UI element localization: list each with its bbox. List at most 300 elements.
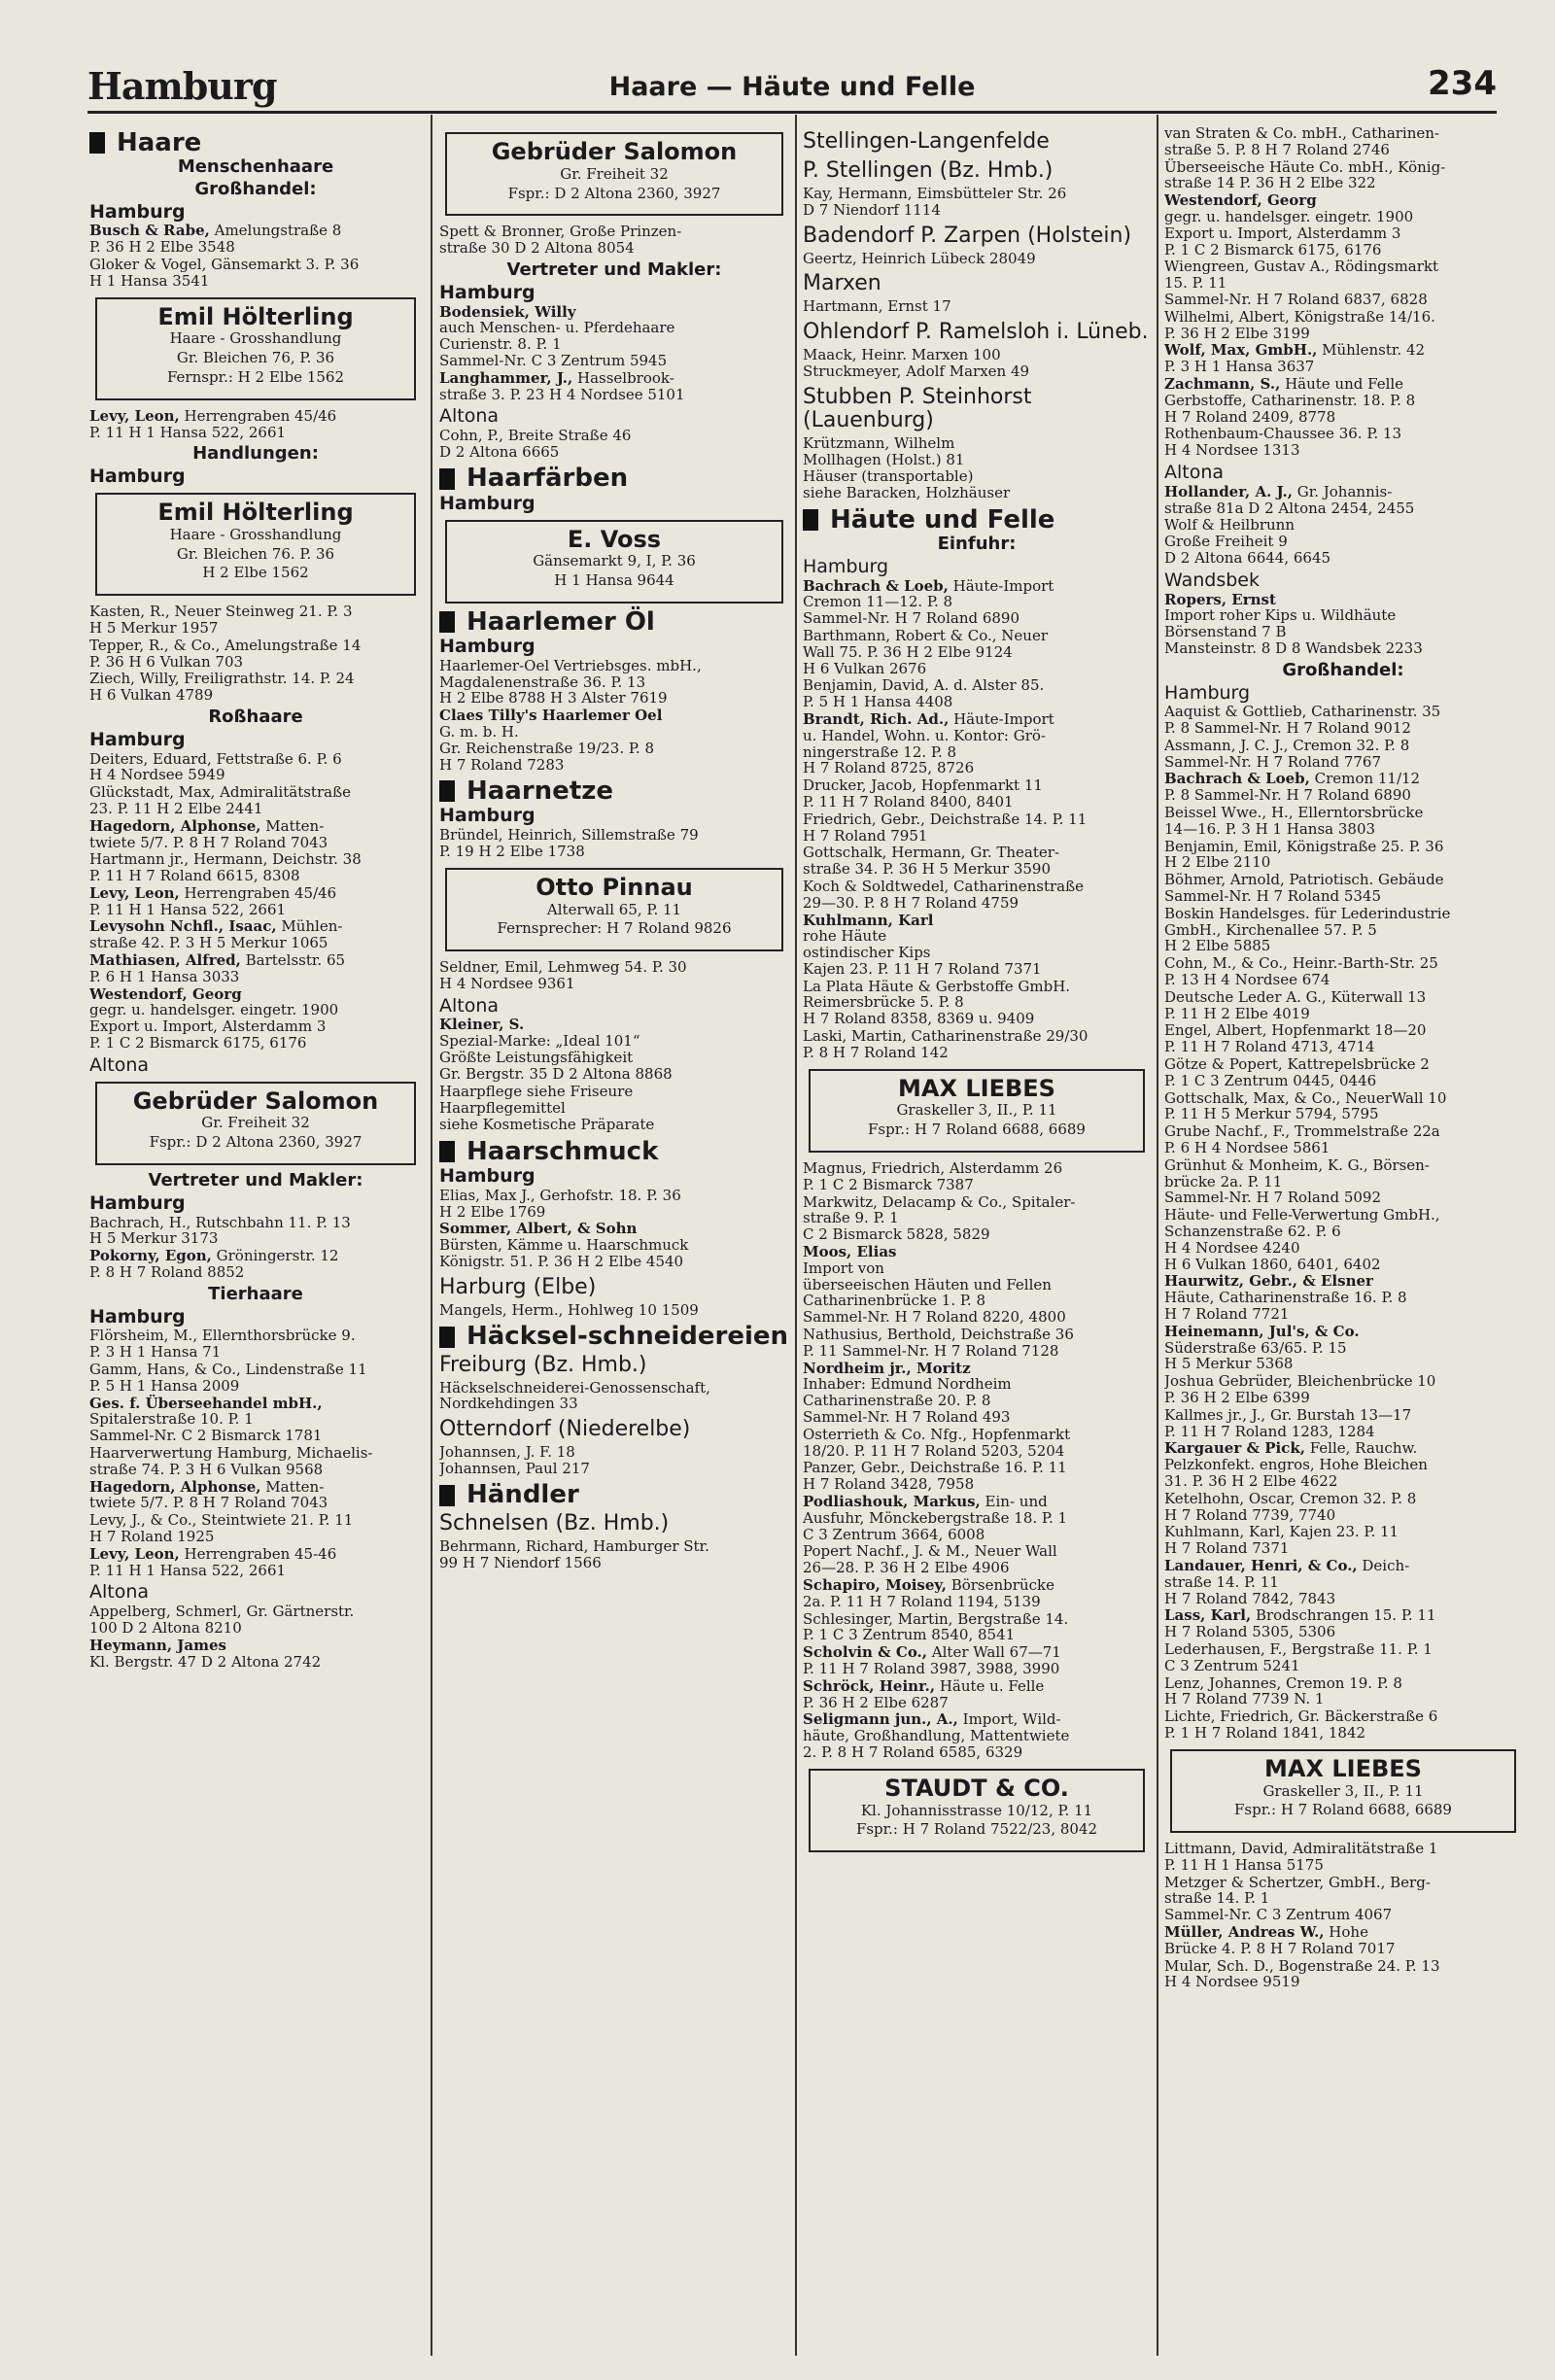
entry-line: Curienstr. 8. P. 1 [439, 335, 562, 354]
entry-first-line [439, 428, 789, 444]
entry-text: Alter Wall 67—71 [927, 1643, 1061, 1662]
entry-text: Flörsheim, M., Ellernthorsbrücke 9. [89, 1327, 356, 1345]
entry-text: Levy, J., & Co., Steintwiete 21. P. 11 [89, 1511, 354, 1530]
entry-first-line [1164, 1524, 1522, 1540]
entry-first-line [1164, 1641, 1522, 1658]
entry-first-line [1164, 1440, 1522, 1457]
entry-text: Hasselbrook- [572, 368, 674, 387]
directory-entry [803, 811, 1151, 845]
entry-line: H 7 Roland 8725, 8726 [803, 759, 975, 777]
entry-line: Catharinenbrücke 1. P. 8 [803, 1292, 985, 1310]
directory-entry [803, 186, 1151, 219]
directory-entry [803, 1644, 1151, 1677]
directory-entry [89, 918, 422, 951]
entry-text: Wilhelmi, Albert, Königstraße 14/16. [1164, 307, 1435, 326]
entry-text: Krützmann, Wilhelm [803, 433, 955, 452]
directory-entry [89, 1362, 422, 1395]
entry-name: Ropers, Ernst [1164, 590, 1276, 608]
entry-line: P. 11 H 7 Roland 6615, 8308 [89, 867, 300, 885]
header-category: Haare — Häute und Felle [608, 72, 976, 102]
entry-line: P. 6 H 1 Hansa 3033 [89, 967, 240, 985]
directory-entry [89, 986, 422, 1052]
entry-first-line [89, 604, 422, 620]
entry-text: Matten- [260, 1477, 325, 1496]
directory-entry [89, 1546, 422, 1579]
entry-first-line [1164, 517, 1522, 534]
entry-name: Ges. f. Überseehandel mbH., [89, 1394, 323, 1412]
entry-text: Herrengraben 45-46 [179, 1544, 337, 1563]
subheading: Handlungen: [192, 443, 319, 465]
entry-first-line [89, 751, 422, 768]
entry-line: H 7 Roland 5305, 5306 [1164, 1623, 1336, 1641]
directory-entry [1164, 738, 1522, 771]
directory-entry [803, 1327, 1151, 1360]
directory-entry [89, 1479, 422, 1512]
section-title: Häcksel-schneidereien [466, 1322, 789, 1352]
entry-text: Gamm, Hans, & Co., Lindenstraße 11 [89, 1361, 367, 1379]
entry-text: Kuhlmann, Karl, Kajen 23. P. 11 [1164, 1523, 1400, 1541]
entry-text: Häute- und Felle-Verwertung GmbH., [1164, 1206, 1440, 1224]
entry-first-line [803, 1244, 1151, 1260]
entry-text: Benjamin, Emil, Königstraße 25. P. 36 [1164, 837, 1444, 855]
entry-first-line [1164, 259, 1522, 275]
entry-line: überseeischen Häuten und Fellen [803, 1275, 1052, 1293]
entry-first-line [89, 885, 422, 902]
city-heading: Hamburg [89, 1305, 186, 1328]
advert-name: E. Voss [567, 525, 662, 553]
entry-line: Gr. Bergstr. 35 D 2 Altona 8868 [439, 1064, 673, 1083]
entry-first-line [803, 677, 1151, 694]
entry-line: P. 8 Sammel-Nr. H 7 Roland 6890 [1164, 786, 1411, 805]
entry-name: Heymann, James [89, 1636, 226, 1654]
entry-first-line [1164, 1407, 1522, 1424]
entry-first-line [89, 408, 422, 425]
entry-line: häute, Großhandlung, Mattentwiete [803, 1727, 1070, 1745]
section-square-icon [439, 1327, 455, 1348]
entry-text: Felle, Rauchw. [1304, 1439, 1418, 1458]
entry-first-line [1164, 1491, 1522, 1507]
directory-entry [1164, 906, 1522, 954]
entry-line: Gr. Reichenstraße 19/23. P. 8 [439, 739, 655, 757]
entry-text: Boskin Handelsges. für Lederindustrie [1164, 904, 1451, 922]
directory-entry [89, 1445, 422, 1478]
entry-text: Kallmes jr., J., Gr. Burstah 13—17 [1164, 1405, 1412, 1424]
entry-first-line [1164, 805, 1522, 821]
entry-line: Mansteinstr. 8 D 8 Wandsbek 2233 [1164, 638, 1423, 657]
entry-line: 29—30. P. 8 H 7 Roland 4759 [803, 893, 1019, 912]
city-heading: Hamburg [439, 281, 536, 303]
entry-first-line [1164, 376, 1522, 393]
entry-text: Appelberg, Schmerl, Gr. Gärtnerstr. [89, 1603, 355, 1621]
entry-line: H 2 Elbe 1769 [439, 1202, 546, 1221]
entry-name: Wolf, Max, GmbH., [1164, 341, 1318, 360]
entry-text: Benjamin, David, A. d. Alster 85. [803, 676, 1045, 695]
directory-entry [803, 1361, 1151, 1426]
directory-entry [89, 638, 422, 671]
directory-entry [439, 1221, 789, 1269]
entry-line: H 7 Roland 8358, 8369 u. 9409 [803, 1010, 1035, 1028]
entry-name: Hollander, A. J., [1164, 482, 1293, 500]
entry-name: Bachrach & Loeb, [803, 576, 949, 595]
directory-entry [1164, 771, 1522, 804]
advert-line: Fspr.: D 2 Altona 2360, 3927 [507, 184, 721, 202]
entry-text: Popert Nachf., J. & M., Neuer Wall [803, 1542, 1057, 1561]
city-heading: Hamburg [439, 635, 536, 657]
directory-entry [1164, 517, 1522, 566]
advert-line: Alterwall 65, P. 11 [546, 900, 682, 918]
entry-first-line [803, 711, 1151, 728]
place-heading: Harburg (Elbe) [439, 1274, 597, 1299]
entry-first-line [803, 979, 1151, 995]
directory-entry [89, 751, 422, 784]
entry-first-line [1164, 1157, 1522, 1174]
entry-line: P. 13 H 4 Nordsee 674 [1164, 971, 1330, 989]
entry-line: H 5 Merkur 5368 [1164, 1355, 1294, 1373]
advert-line: Gr. Freiheit 32 [560, 164, 669, 183]
directory-entry [89, 1604, 422, 1637]
entry-line: brücke 2a. P. 11 [1164, 1172, 1283, 1190]
entry-line: 14—16. P. 3 H 1 Hansa 3803 [1164, 819, 1376, 838]
entry-line: Export u. Import, Alsterdamm 3 [1164, 224, 1401, 242]
entry-line: Catharinenstraße 20. P. 8 [803, 1392, 991, 1410]
entry-text: Beissel Wwe., H., Ellerntorsbrücke [1164, 804, 1424, 822]
entry-line: P. 19 H 2 Elbe 1738 [439, 842, 585, 860]
entry-first-line [803, 1194, 1151, 1211]
entry-line: P. 11 H 2 Elbe 4019 [1164, 1004, 1310, 1022]
entry-first-line [1164, 1708, 1522, 1725]
entry-line: Königstr. 51. P. 36 H 2 Elbe 4540 [439, 1253, 684, 1271]
section-heading [89, 127, 422, 157]
entry-text: Haarlemer-Oel Vertriebsges. mbH., [439, 656, 702, 674]
section-heading [803, 504, 1151, 535]
entry-first-line [803, 777, 1151, 794]
entry-first-line [803, 845, 1151, 861]
entry-first-line [89, 986, 422, 1003]
city-heading: Wandsbek [1164, 569, 1260, 591]
entry-line: P. 11 H 7 Roland 3987, 3988, 3990 [803, 1659, 1060, 1677]
directory-entry [803, 711, 1151, 776]
directory-entry [803, 777, 1151, 811]
advert-line: Fspr.: H 7 Roland 7522/23, 8042 [855, 1820, 1098, 1839]
advert-line: Graskeller 3, II., P. 11 [1262, 1781, 1424, 1800]
city-heading: Hamburg [439, 1165, 536, 1188]
entry-first-line [803, 251, 1151, 267]
place-heading: Stellingen-Langenfelde [803, 129, 1050, 154]
subheading: Großhandel: [1282, 659, 1404, 680]
entry-name: Kargauer & Pick, [1164, 1439, 1305, 1458]
directory-entry [89, 952, 422, 985]
directory-entry [1164, 1157, 1522, 1206]
entry-first-line [1164, 592, 1522, 608]
entry-text: Elias, Max J., Gerhofstr. 18. P. 36 [439, 1186, 681, 1204]
entry-line: H 7 Roland 7739, 7740 [1164, 1505, 1336, 1524]
section-heading [439, 1322, 789, 1352]
entry-first-line [1164, 1875, 1522, 1891]
advert-box [809, 1769, 1145, 1852]
directory-entry [439, 1380, 789, 1413]
directory-entry [439, 1302, 789, 1319]
entry-first-line [1164, 1123, 1522, 1140]
entry-line: u. Handel, Wohn. u. Kontor: Grö- [803, 726, 1046, 744]
entry-text: Gottschalk, Hermann, Gr. Theater- [803, 844, 1060, 862]
entry-first-line [89, 1604, 422, 1620]
directory-entry [89, 1512, 422, 1545]
entry-line: straße 14 P. 36 H 2 Elbe 322 [1164, 174, 1376, 192]
entry-line: H 7 Roland 7739 N. 1 [1164, 1690, 1325, 1708]
directory-entry [439, 1538, 789, 1571]
entry-first-line [803, 578, 1151, 595]
entry-first-line [89, 1512, 422, 1529]
entry-first-line [1164, 839, 1522, 855]
entry-first-line [1164, 1273, 1522, 1290]
advert-line: Fspr.: H 7 Roland 6688, 6689 [868, 1121, 1086, 1139]
entry-text: Markwitz, Delacamp & Co., Spitaler- [803, 1192, 1076, 1211]
entry-text: Haarpflege siehe Friseure [439, 1082, 634, 1100]
entry-first-line [1164, 1373, 1522, 1390]
directory-entry [1164, 1273, 1522, 1322]
entry-name: Zachmann, S., [1164, 374, 1281, 393]
entry-first-line [439, 1017, 789, 1033]
column-2 [439, 124, 789, 2361]
city-heading: Hamburg [89, 1191, 186, 1214]
entry-name: Brandt, Rich. Ad., [803, 709, 950, 728]
entry-name: Busch & Rabe, [89, 222, 210, 240]
entry-line: straße 5. P. 8 H 7 Roland 2746 [1164, 140, 1390, 158]
entry-line: straße 3. P. 23 H 4 Nordsee 5101 [439, 385, 685, 403]
entry-line: Ausfuhr, Mönckebergstraße 18. P. 1 [803, 1508, 1068, 1527]
entry-text: Götze & Popert, Kattrepelsbrücke 2 [1164, 1055, 1430, 1074]
entry-line: C 3 Zentrum 5241 [1164, 1656, 1300, 1674]
column-1 [89, 124, 422, 2361]
entry-first-line [1164, 738, 1522, 754]
entry-text: Grube Nachf., F., Trommelstraße 22a [1164, 1122, 1440, 1141]
entry-line: straße 34. P. 36 H 5 Merkur 3590 [803, 860, 1051, 879]
entry-first-line [89, 1479, 422, 1496]
entry-line: H 7 Roland 1925 [89, 1527, 215, 1545]
entry-text: La Plata Häute & Gerbstoffe GmbH. [803, 977, 1071, 995]
entry-text: Cremon 11/12 [1309, 770, 1421, 788]
entry-line: P. 5 H 1 Hansa 2009 [89, 1376, 240, 1395]
entry-name: Bodensiek, Willy [439, 302, 576, 321]
directory-entry [803, 845, 1151, 878]
entry-line: straße 30 D 2 Altona 8054 [439, 239, 635, 258]
entry-first-line [439, 707, 789, 724]
entry-line: H 5 Merkur 3173 [89, 1229, 219, 1248]
directory-entry [1164, 1607, 1522, 1640]
place-heading: Marxen [803, 271, 881, 296]
entry-first-line [1164, 159, 1522, 176]
directory-entry [1164, 1207, 1522, 1272]
entry-first-line [803, 1427, 1151, 1443]
column-4 [1164, 124, 1522, 2361]
entry-line: Sammel-Nr. H 7 Roland 6837, 6828 [1164, 290, 1428, 308]
entry-line: Struckmeyer, Adolf Marxen 49 [803, 362, 1030, 380]
entry-line: G. m. b. H. [439, 722, 519, 741]
entry-line: H 6 Vulkan 4789 [89, 686, 214, 705]
section-square-icon [439, 1141, 455, 1162]
directory-entry [803, 1160, 1151, 1193]
directory-entry [1164, 1373, 1522, 1406]
entry-text: Grünhut & Monheim, K. G., Börsen- [1164, 1156, 1430, 1174]
directory-entry [439, 1017, 789, 1082]
entry-text: Tepper, R., & Co., Amelungstraße 14 [89, 636, 362, 654]
entry-line: 26—28. P. 36 H 2 Elbe 4906 [803, 1559, 1010, 1577]
header-rule [87, 111, 1497, 114]
entry-line: Süderstraße 63/65. P. 15 [1164, 1338, 1347, 1357]
entry-first-line [439, 1380, 789, 1397]
section-title: Haarfärben [466, 464, 629, 494]
entry-line: H 7 Roland 7371 [1164, 1539, 1290, 1558]
entry-line: H 5 Merkur 1957 [89, 618, 219, 637]
directory-entry [803, 913, 1151, 978]
entry-name: Mathiasen, Alfred, [89, 951, 241, 970]
entry-first-line [1164, 125, 1522, 142]
entry-line: P. 11 H 5 Merkur 5794, 5795 [1164, 1105, 1379, 1123]
directory-entry [1164, 426, 1522, 459]
entry-first-line [1164, 1675, 1522, 1692]
entry-first-line [803, 1711, 1151, 1728]
entry-line: P. 11 H 7 Roland 4713, 4714 [1164, 1038, 1375, 1056]
entry-line: P. 11 H 1 Hansa 522, 2661 [89, 900, 287, 918]
entry-name: Bachrach & Loeb, [1164, 770, 1310, 788]
place-heading: Freiburg (Bz. Hmb.) [439, 1352, 647, 1377]
section-square-icon [89, 132, 105, 154]
entry-first-line [1164, 771, 1522, 787]
entry-text: Deutsche Leder A. G., Küterwall 13 [1164, 987, 1427, 1006]
directory-entry [439, 959, 789, 992]
section-title: Händler [466, 1480, 579, 1510]
place-heading: Ohlendorf P. Ramelsloh i. Lüneb. [803, 320, 1149, 345]
entry-line: D 7 Niendorf 1114 [803, 200, 941, 219]
entry-line: Börsenstand 7 B [1164, 623, 1287, 641]
entry-first-line [439, 959, 789, 976]
directory-entry [803, 1494, 1151, 1542]
entry-line: Sammel-Nr. H 7 Roland 493 [803, 1408, 1011, 1427]
entry-line: H 7 Roland 7951 [803, 826, 928, 845]
entry-first-line [803, 1028, 1151, 1045]
entry-line: P. 3 H 1 Hansa 3637 [1164, 358, 1315, 376]
entry-first-line [1164, 955, 1522, 972]
entry-first-line [803, 1611, 1151, 1628]
entry-line: Sammel-Nr. H 7 Roland 5092 [1164, 1189, 1382, 1207]
directory-entry [1164, 1022, 1522, 1055]
entry-text: Import, Wild- [957, 1710, 1061, 1729]
entry-name: Schapiro, Moisey, [803, 1575, 947, 1594]
advert-box [1170, 1749, 1516, 1833]
entry-name: Westendorf, Georg [89, 984, 242, 1003]
entry-line: P. 36 H 2 Elbe 6399 [1164, 1388, 1310, 1406]
entry-text: Kasten, R., Neuer Steinweg 21. P. 3 [89, 603, 353, 621]
directory-entry [1164, 1491, 1522, 1524]
directory-entry [803, 1678, 1151, 1711]
entry-name: Sommer, Albert, & Sohn [439, 1220, 638, 1238]
entry-text: Hartmann, Ernst 17 [803, 297, 951, 316]
entry-text: Mangels, Herm., Hohlweg 10 1509 [439, 1300, 699, 1319]
advert-box [445, 132, 783, 216]
entry-line: auch Menschen- u. Pferdehaare [439, 319, 675, 337]
entry-text: Amelungstraße 8 [209, 222, 342, 240]
advert-box [95, 297, 416, 400]
directory-entry [803, 628, 1151, 676]
directory-entry [89, 818, 422, 851]
directory-entry [1164, 839, 1522, 872]
subheading: Einfuhr: [937, 533, 1017, 554]
entry-first-line [803, 298, 1151, 315]
entry-first-line [89, 1362, 422, 1378]
entry-text: Bründel, Heinrich, Sillemstraße 79 [439, 826, 699, 845]
city-heading: Altona [89, 1581, 150, 1604]
place-heading: Otterndorf (Niederelbe) [439, 1417, 691, 1442]
entry-first-line [89, 1445, 422, 1462]
section-title: Haarlemer Öl [466, 606, 655, 637]
directory-entry [1164, 872, 1522, 905]
directory-entry [1164, 1407, 1522, 1440]
entry-text: Maack, Heinr. Marxen 100 [803, 346, 1001, 364]
directory-entry [803, 677, 1151, 710]
directory-entry [439, 1188, 789, 1221]
entry-first-line [803, 811, 1151, 828]
directory-entry [803, 435, 1151, 468]
entry-first-line [803, 628, 1151, 644]
entry-first-line [439, 1084, 789, 1100]
directory-entry [89, 1215, 422, 1248]
directory-entry [89, 851, 422, 884]
entry-text: Mular, Sch. D., Bogenstraße 24. P. 13 [1164, 1956, 1440, 1975]
directory-entry [89, 257, 422, 290]
entry-line: twiete 5/7. P. 8 H 7 Roland 7043 [89, 1494, 328, 1512]
entry-line: Brücke 4. P. 8 H 7 Roland 7017 [1164, 1939, 1396, 1957]
directory-entry [89, 408, 422, 441]
entry-first-line [1164, 1056, 1522, 1073]
entry-first-line [1164, 309, 1522, 326]
directory-entry [439, 304, 789, 369]
directory-entry [1164, 1090, 1522, 1123]
advert-box [95, 1082, 416, 1165]
entry-line: P. 11 H 1 Hansa 522, 2661 [89, 1561, 287, 1579]
entry-first-line [1164, 484, 1522, 500]
entry-text: Wiengreen, Gustav A., Rödingsmarkt [1164, 258, 1439, 276]
directory-entry [1164, 592, 1522, 657]
directory-entry [803, 1611, 1151, 1644]
entry-line: Reimersbrücke 5. P. 8 [803, 993, 964, 1012]
entry-line: Cremon 11—12. P. 8 [803, 593, 953, 611]
entry-first-line [89, 1248, 422, 1264]
entry-text: Schlesinger, Martin, Bergstraße 14. [803, 1609, 1069, 1628]
entry-line: H 2 Elbe 5885 [1164, 937, 1271, 955]
entry-first-line [803, 913, 1151, 929]
entry-line: straße 14. P. 11 [1164, 1572, 1279, 1591]
entry-line: H 1 Hansa 3541 [89, 271, 210, 290]
directory-entry [803, 1543, 1151, 1576]
entry-text: Überseeische Häute Co. mbH., König- [1164, 157, 1446, 176]
subheading: Tierhaare [208, 1283, 303, 1304]
column-divider [431, 115, 432, 2356]
entry-line: H 7 Roland 2409, 8778 [1164, 407, 1336, 426]
city-heading: Hamburg [89, 200, 186, 223]
entry-line: C 3 Zentrum 3664, 6008 [803, 1525, 985, 1543]
entry-first-line [803, 435, 1151, 452]
entry-line: 23. P. 11 H 2 Elbe 2441 [89, 799, 263, 817]
entry-first-line [439, 1221, 789, 1237]
entry-first-line [803, 1644, 1151, 1661]
entry-line: Häute, Catharinenstraße 16. P. 8 [1164, 1289, 1407, 1307]
entry-line: P. 36 H 2 Elbe 6287 [803, 1693, 949, 1711]
entry-line: P. 8 Sammel-Nr. H 7 Roland 9012 [1164, 719, 1411, 738]
entry-first-line [1164, 1022, 1522, 1039]
entry-text: Assmann, J. C. J., Cremon 32. P. 8 [1164, 736, 1410, 754]
advert-name: MAX LIEBES [898, 1074, 1055, 1102]
entry-line: gegr. u. handelsger. eingetr. 1900 [1164, 207, 1414, 225]
